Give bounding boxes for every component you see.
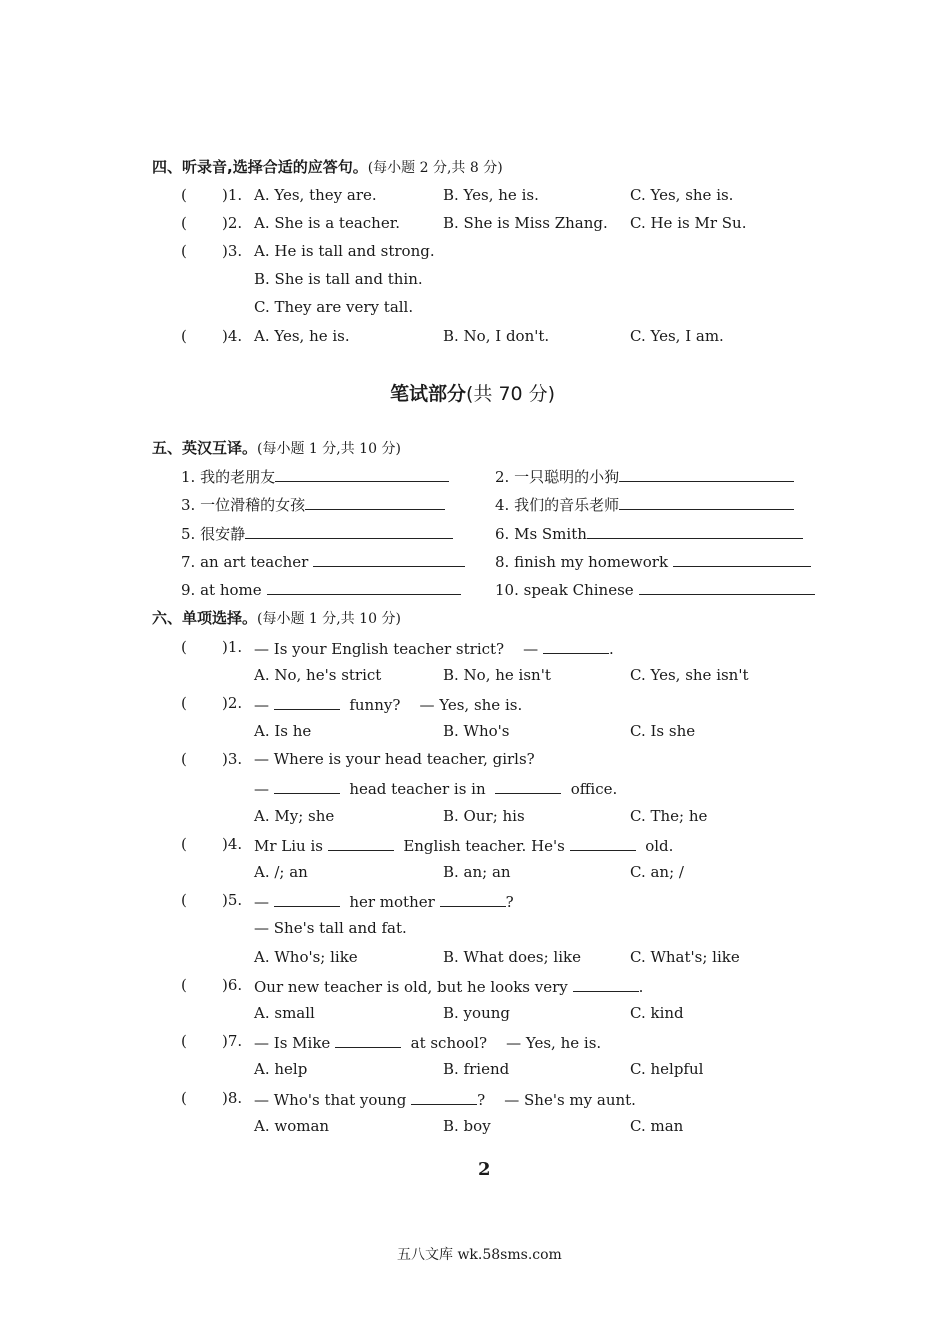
option-a: A. woman [254, 1117, 330, 1135]
question-stem [254, 693, 522, 715]
option-b: B. No, I don't. [443, 327, 550, 345]
option-b: B. young [443, 1004, 510, 1022]
stem-text: Mr Liu is [254, 837, 323, 855]
option-c: C. What's; like [630, 948, 740, 966]
question-stem [254, 890, 514, 912]
question-number: )3. [222, 242, 243, 260]
question-stem [254, 834, 673, 856]
stem-text: — Is your English teacher strict? [254, 640, 505, 658]
question-stem [254, 1088, 636, 1110]
translation-prompt: 7. an art teacher [181, 553, 309, 571]
written-score-note: (共 70 分) [466, 383, 556, 405]
answer-paren[interactable]: ( [181, 976, 187, 994]
page-number: 2 [478, 1159, 491, 1180]
translation-item [181, 467, 449, 487]
translation-item [495, 495, 794, 515]
question-number: )1. [222, 186, 243, 204]
question-number: )8. [222, 1089, 243, 1107]
stem-text: her mother [349, 893, 435, 911]
option-c: C. kind [630, 1004, 684, 1022]
written-title-text: 笔试部分 [390, 383, 467, 405]
question-number: )4. [222, 835, 243, 853]
option-b: B. She is tall and thin. [254, 270, 423, 288]
translation-prompt: 1. 我的老朋友 [181, 468, 276, 486]
fill-blank[interactable] [543, 637, 609, 654]
translation-prompt: 4. 我们的音乐老师 [495, 496, 620, 514]
option-c: C. Is she [630, 722, 696, 740]
option-a: A. Yes, they are. [254, 186, 377, 204]
answer-paren[interactable]: ( [181, 214, 187, 232]
answer-line[interactable] [639, 580, 815, 595]
written-part-title [390, 382, 555, 406]
question-number: )1. [222, 638, 243, 656]
option-a: A. help [254, 1060, 308, 1078]
fill-blank[interactable] [570, 834, 636, 851]
stem-text: — Who's that young [254, 1091, 407, 1109]
fill-blank[interactable] [328, 834, 394, 851]
option-c: C. an; / [630, 863, 684, 881]
translation-prompt: 3. 一位滑稽的女孩 [181, 496, 306, 514]
translation-item [181, 495, 445, 515]
question-stem-reply [254, 777, 617, 799]
translation-item [495, 552, 811, 572]
section-5-title: 五、英汉互译。 [152, 439, 258, 457]
answer-line[interactable] [619, 467, 794, 482]
section-5-score-note: (每小题 1 分,共 10 分) [257, 441, 401, 457]
question-number: )2. [222, 214, 243, 232]
option-a: A. Yes, he is. [254, 327, 350, 345]
option-b: B. What does; like [443, 948, 581, 966]
fill-blank[interactable] [440, 890, 506, 907]
stem-text: old. [645, 837, 674, 855]
section-5-heading [152, 438, 401, 459]
translation-item [495, 467, 794, 487]
answer-paren[interactable]: ( [181, 1032, 187, 1050]
option-a: A. small [254, 1004, 315, 1022]
stem-text: English teacher. He's [403, 837, 565, 855]
stem-text: — [254, 780, 269, 798]
stem-text: ? [477, 1091, 486, 1109]
answer-paren[interactable]: ( [181, 1089, 187, 1107]
question-stem [254, 637, 614, 659]
question-number: )5. [222, 891, 243, 909]
answer-line[interactable] [673, 552, 811, 567]
fill-blank[interactable] [495, 777, 561, 794]
answer-line[interactable] [619, 495, 794, 510]
stem-text: . [638, 978, 644, 996]
fill-blank[interactable] [573, 975, 639, 992]
section-6-heading [152, 608, 401, 629]
answer-line[interactable] [245, 524, 453, 539]
stem-text: office. [570, 780, 618, 798]
stem-text: Our new teacher is old, but he looks very [254, 978, 568, 996]
answer-paren[interactable]: ( [181, 835, 187, 853]
stem-text: — [523, 640, 539, 658]
translation-item [181, 552, 465, 572]
answer-line[interactable] [305, 495, 445, 510]
translation-prompt: 9. at home [181, 581, 262, 599]
option-c: C. They are very tall. [254, 298, 414, 316]
stem-text: — [254, 696, 269, 714]
answer-line[interactable] [313, 552, 465, 567]
option-b: B. No, he isn't [443, 666, 551, 684]
answer-paren[interactable]: ( [181, 891, 187, 909]
option-b: B. boy [443, 1117, 491, 1135]
option-a: A. She is a teacher. [254, 214, 401, 232]
stem-text: — Yes, she is. [419, 696, 523, 714]
stem-text: ? [505, 893, 514, 911]
option-b: B. She is Miss Zhang. [443, 214, 608, 232]
option-a: A. Who's; like [254, 948, 358, 966]
answer-paren[interactable]: ( [181, 638, 187, 656]
stem-text: . [608, 640, 614, 658]
answer-paren[interactable]: ( [181, 694, 187, 712]
option-a: A. No, he's strict [254, 666, 382, 684]
fill-blank[interactable] [335, 1031, 401, 1048]
option-b: B. friend [443, 1060, 510, 1078]
option-a: A. /; an [254, 863, 308, 881]
answer-line[interactable] [587, 524, 803, 539]
section-4-score-note: (每小题 2 分,共 8 分) [367, 160, 503, 176]
option-b: B. an; an [443, 863, 511, 881]
stem-text: at school? [410, 1034, 488, 1052]
question-number: )2. [222, 694, 243, 712]
translation-prompt: 6. Ms Smith [495, 525, 587, 543]
translation-item [181, 580, 461, 600]
stem-text: funny? [349, 696, 401, 714]
translation-item [495, 524, 803, 544]
option-c: C. Yes, she is. [630, 186, 734, 204]
section-6-score-note: (每小题 1 分,共 10 分) [257, 611, 401, 627]
fill-blank[interactable] [274, 693, 340, 710]
footer-watermark: 五八文库 wk.58sms.com [397, 1247, 562, 1263]
option-a: A. He is tall and strong. [254, 242, 435, 260]
answer-line[interactable] [275, 467, 449, 482]
translation-prompt: 8. finish my homework [495, 553, 669, 571]
question-stem-reply: — She's tall and fat. [254, 919, 407, 937]
question-number: )4. [222, 327, 243, 345]
option-c: C. man [630, 1117, 684, 1135]
answer-line[interactable] [267, 580, 461, 595]
translation-item [181, 524, 453, 544]
translation-item [495, 580, 815, 600]
answer-paren[interactable]: ( [181, 242, 187, 260]
option-c: C. Yes, she isn't [630, 666, 749, 684]
option-a: A. Is he [254, 722, 312, 740]
option-c: C. helpful [630, 1060, 704, 1078]
section-4-heading [152, 157, 503, 178]
stem-text: — She's my aunt. [504, 1091, 636, 1109]
stem-text: head teacher is in [349, 780, 486, 798]
option-a: A. My; she [254, 807, 335, 825]
option-b: B. Who's [443, 722, 510, 740]
answer-paren[interactable]: ( [181, 750, 187, 768]
translation-prompt: 5. 很安静 [181, 525, 246, 543]
stem-text: — [254, 893, 269, 911]
question-number: )7. [222, 1032, 243, 1050]
fill-blank[interactable] [274, 890, 340, 907]
question-number: )6. [222, 976, 243, 994]
section-6-title: 六、单项选择。 [152, 609, 258, 627]
option-c: C. He is Mr Su. [630, 214, 747, 232]
translation-prompt: 2. 一只聪明的小狗 [495, 468, 620, 486]
stem-text: — Is Mike [254, 1034, 331, 1052]
question-stem [254, 975, 643, 997]
translation-prompt: 10. speak Chinese [495, 581, 634, 599]
stem-text: — Yes, he is. [506, 1034, 602, 1052]
question-number: )3. [222, 750, 243, 768]
answer-paren[interactable]: ( [181, 327, 187, 345]
fill-blank[interactable] [274, 777, 340, 794]
fill-blank[interactable] [411, 1088, 477, 1105]
question-stem: — Where is your head teacher, girls? [254, 750, 535, 768]
question-stem [254, 1031, 601, 1053]
option-c: C. The; he [630, 807, 708, 825]
option-b: B. Yes, he is. [443, 186, 539, 204]
option-c: C. Yes, I am. [630, 327, 724, 345]
option-b: B. Our; his [443, 807, 525, 825]
section-4-title: 四、听录音,选择合适的应答句。 [152, 158, 368, 176]
answer-paren[interactable]: ( [181, 186, 187, 204]
